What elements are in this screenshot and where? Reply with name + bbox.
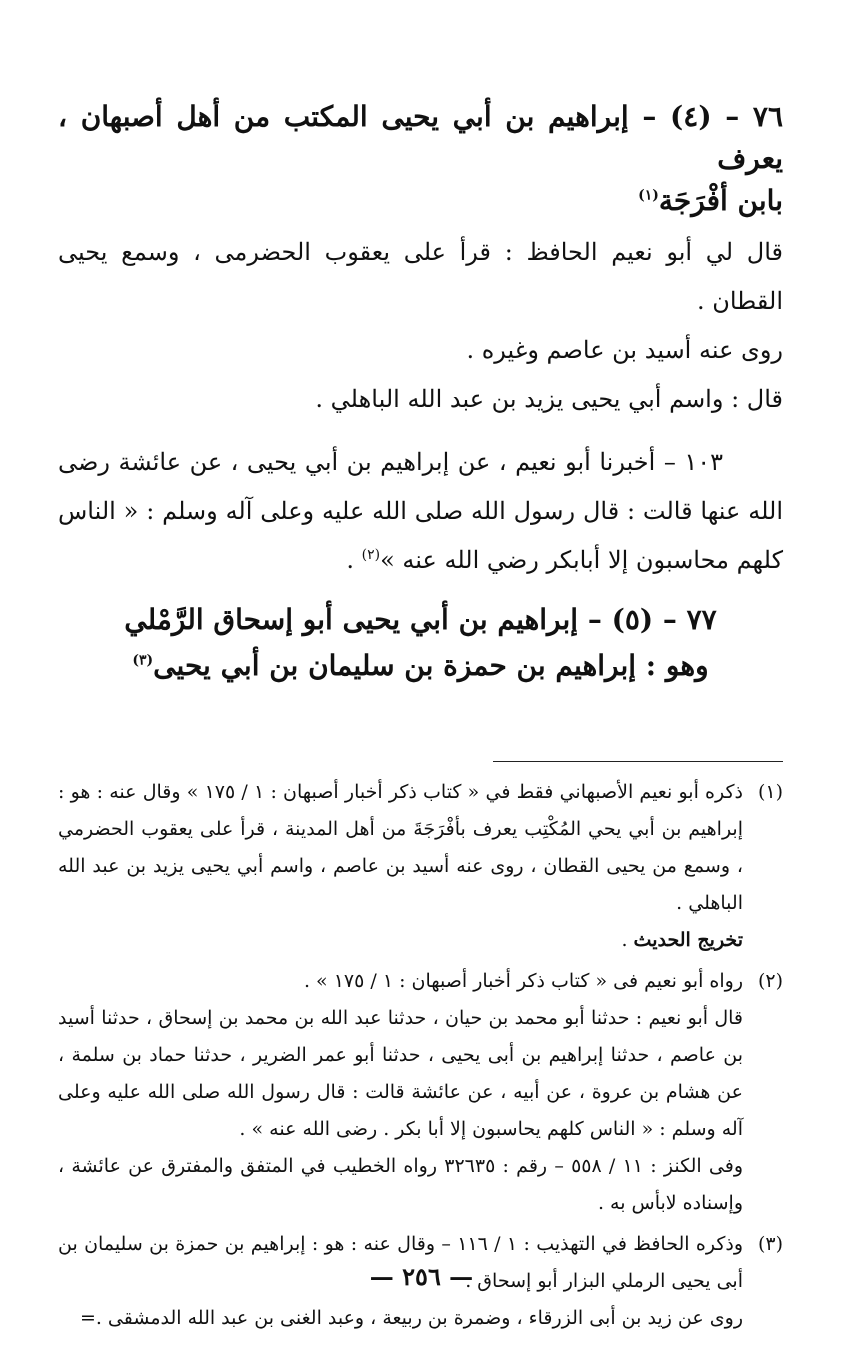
entry-77-heading-line2: وهو : إبراهيم بن حمزة بن سليمان بن أبي يحيى$^{(٣)}$ (132, 649, 709, 682)
entry-76-heading-line1: ٧٦ – (٤) – إبراهيم بن أبي يحيى المكتب من أهل أصبهان ، يعرف (58, 100, 783, 175)
entry-76-heading (58, 96, 783, 222)
footnote-line: روى عن زيد بن أبى الزرقاء ، وضمرة بن ربيعة ، وعبد الغنى بن عبد الله الدمشقى .= (79, 1307, 743, 1329)
footnote-line: قال أبو نعيم : حدثنا أبو محمد بن حيان ، حدثنا عبد الله بن محمد بن إسحاق ، حدثنا أسيد بن عاصم ، حدثنا إبراهيم بن أبى يحيى ، حدثنا أبو عمر الضرير ، حدثنا حماد بن سلمة ، عن هشام بن عروة ، عن أبيه ، عن عائشة قالت : قال رسول الله صلى الله عليه وعلى آله وسلم : « الناس كلهم يحاسبون إلا أبا بكر . رضى الله عنه » . (58, 1007, 743, 1140)
footnote-number: (١) (757, 781, 783, 803)
footnote-line: رواه أبو نعيم فى « كتاب ذكر أخبار أصبهان : ١ / ١٧٥ » . (303, 970, 743, 992)
footnote-ref-3[interactable]: (٣) (132, 652, 154, 669)
footnotes (58, 774, 783, 1337)
hadith-103: ١٠٣ – أخبرنا أبو نعيم ، عن إبراهيم بن أبي يحيى ، عن عائشة رضى الله عنها قالت : قال رسول الله صلى الله عليه وعلى آله وسلم : « الناس كلهم محاسبون إلا أبابكر رضي الله عنه »$^{(٢)}$ . (58, 448, 783, 574)
entry-76-para-3: قال : واسم أبي يحيى يزيد بن عبد الله الباهلي . (315, 385, 783, 413)
entry-76-para-1: قال لي أبو نعيم الحافظ : قرأ على يعقوب الحضرمى ، وسمع يحيى القطان . (58, 238, 783, 315)
footnote-line: وذكره الحافظ في التهذيب : ١ / ١١٦ – وقال عنه : هو : إبراهيم بن حمزة بن سليمان بن أبى يحيى الرملي البزار أبو إسحاق . (58, 1233, 743, 1292)
footnote-divider (493, 761, 783, 762)
page-number: — ٢٥٦ — (369, 1262, 474, 1291)
footnote-number: (٢) (757, 970, 783, 992)
footnote-number: (٣) (757, 1233, 783, 1255)
footnote-line: ذكره أبو نعيم الأصبهاني فقط في « كتاب ذكر أخبار أصبهان : ١ / ١٧٥ » وقال عنه : هو : إبراهيم بن أبي يحي المُكْتِب يعرف بأفْرَجَةَ من أهل المدينة ، قرأ على يعقوب الحضرمي ، وسمع من يحيى القطان ، روى عنه أسيد بن عاصم ، واسم أبي يحيى يزيد بن عبد الله الباهلي . (58, 781, 743, 914)
entry-76-para-2: روى عنه أسيد بن عاصم وغيره . (466, 336, 783, 364)
entry-77-heading-line1: ٧٧ – (٥) – إبراهيم بن أبي يحيى أبو إسحاق الرَّمْلي (124, 603, 717, 636)
footnote-line: وفى الكنز : ١١ / ٥٥٨ – رقم : ٣٢٦٣٥ رواه الخطيب في المتفق والمفترق عن عائشة ، وإسناده لابأس به . (58, 1155, 743, 1214)
entry-76-body (58, 228, 783, 424)
footnote-ref-1[interactable]: (١) (638, 187, 659, 204)
entry-77-heading (58, 597, 783, 689)
footnote-subheading: تخريج الحديث . (621, 929, 743, 951)
footnote-2 (58, 963, 783, 1222)
footnote-ref-2[interactable]: (٢) (361, 547, 381, 563)
footnote-1 (58, 774, 783, 959)
hadith-103-text: ١٠٣ – أخبرنا أبو نعيم ، عن إبراهيم بن أبي يحيى ، عن عائشة رضى الله عنها قالت : قال رسول الله صلى الله عليه وعلى آله وسلم : « الناس كلهم محاسبون إلا أبابكر رضي الله عنه » (58, 448, 783, 574)
entry-76-heading-line2: بابن أفْرَجَة$^{(١)}$ (638, 184, 783, 217)
